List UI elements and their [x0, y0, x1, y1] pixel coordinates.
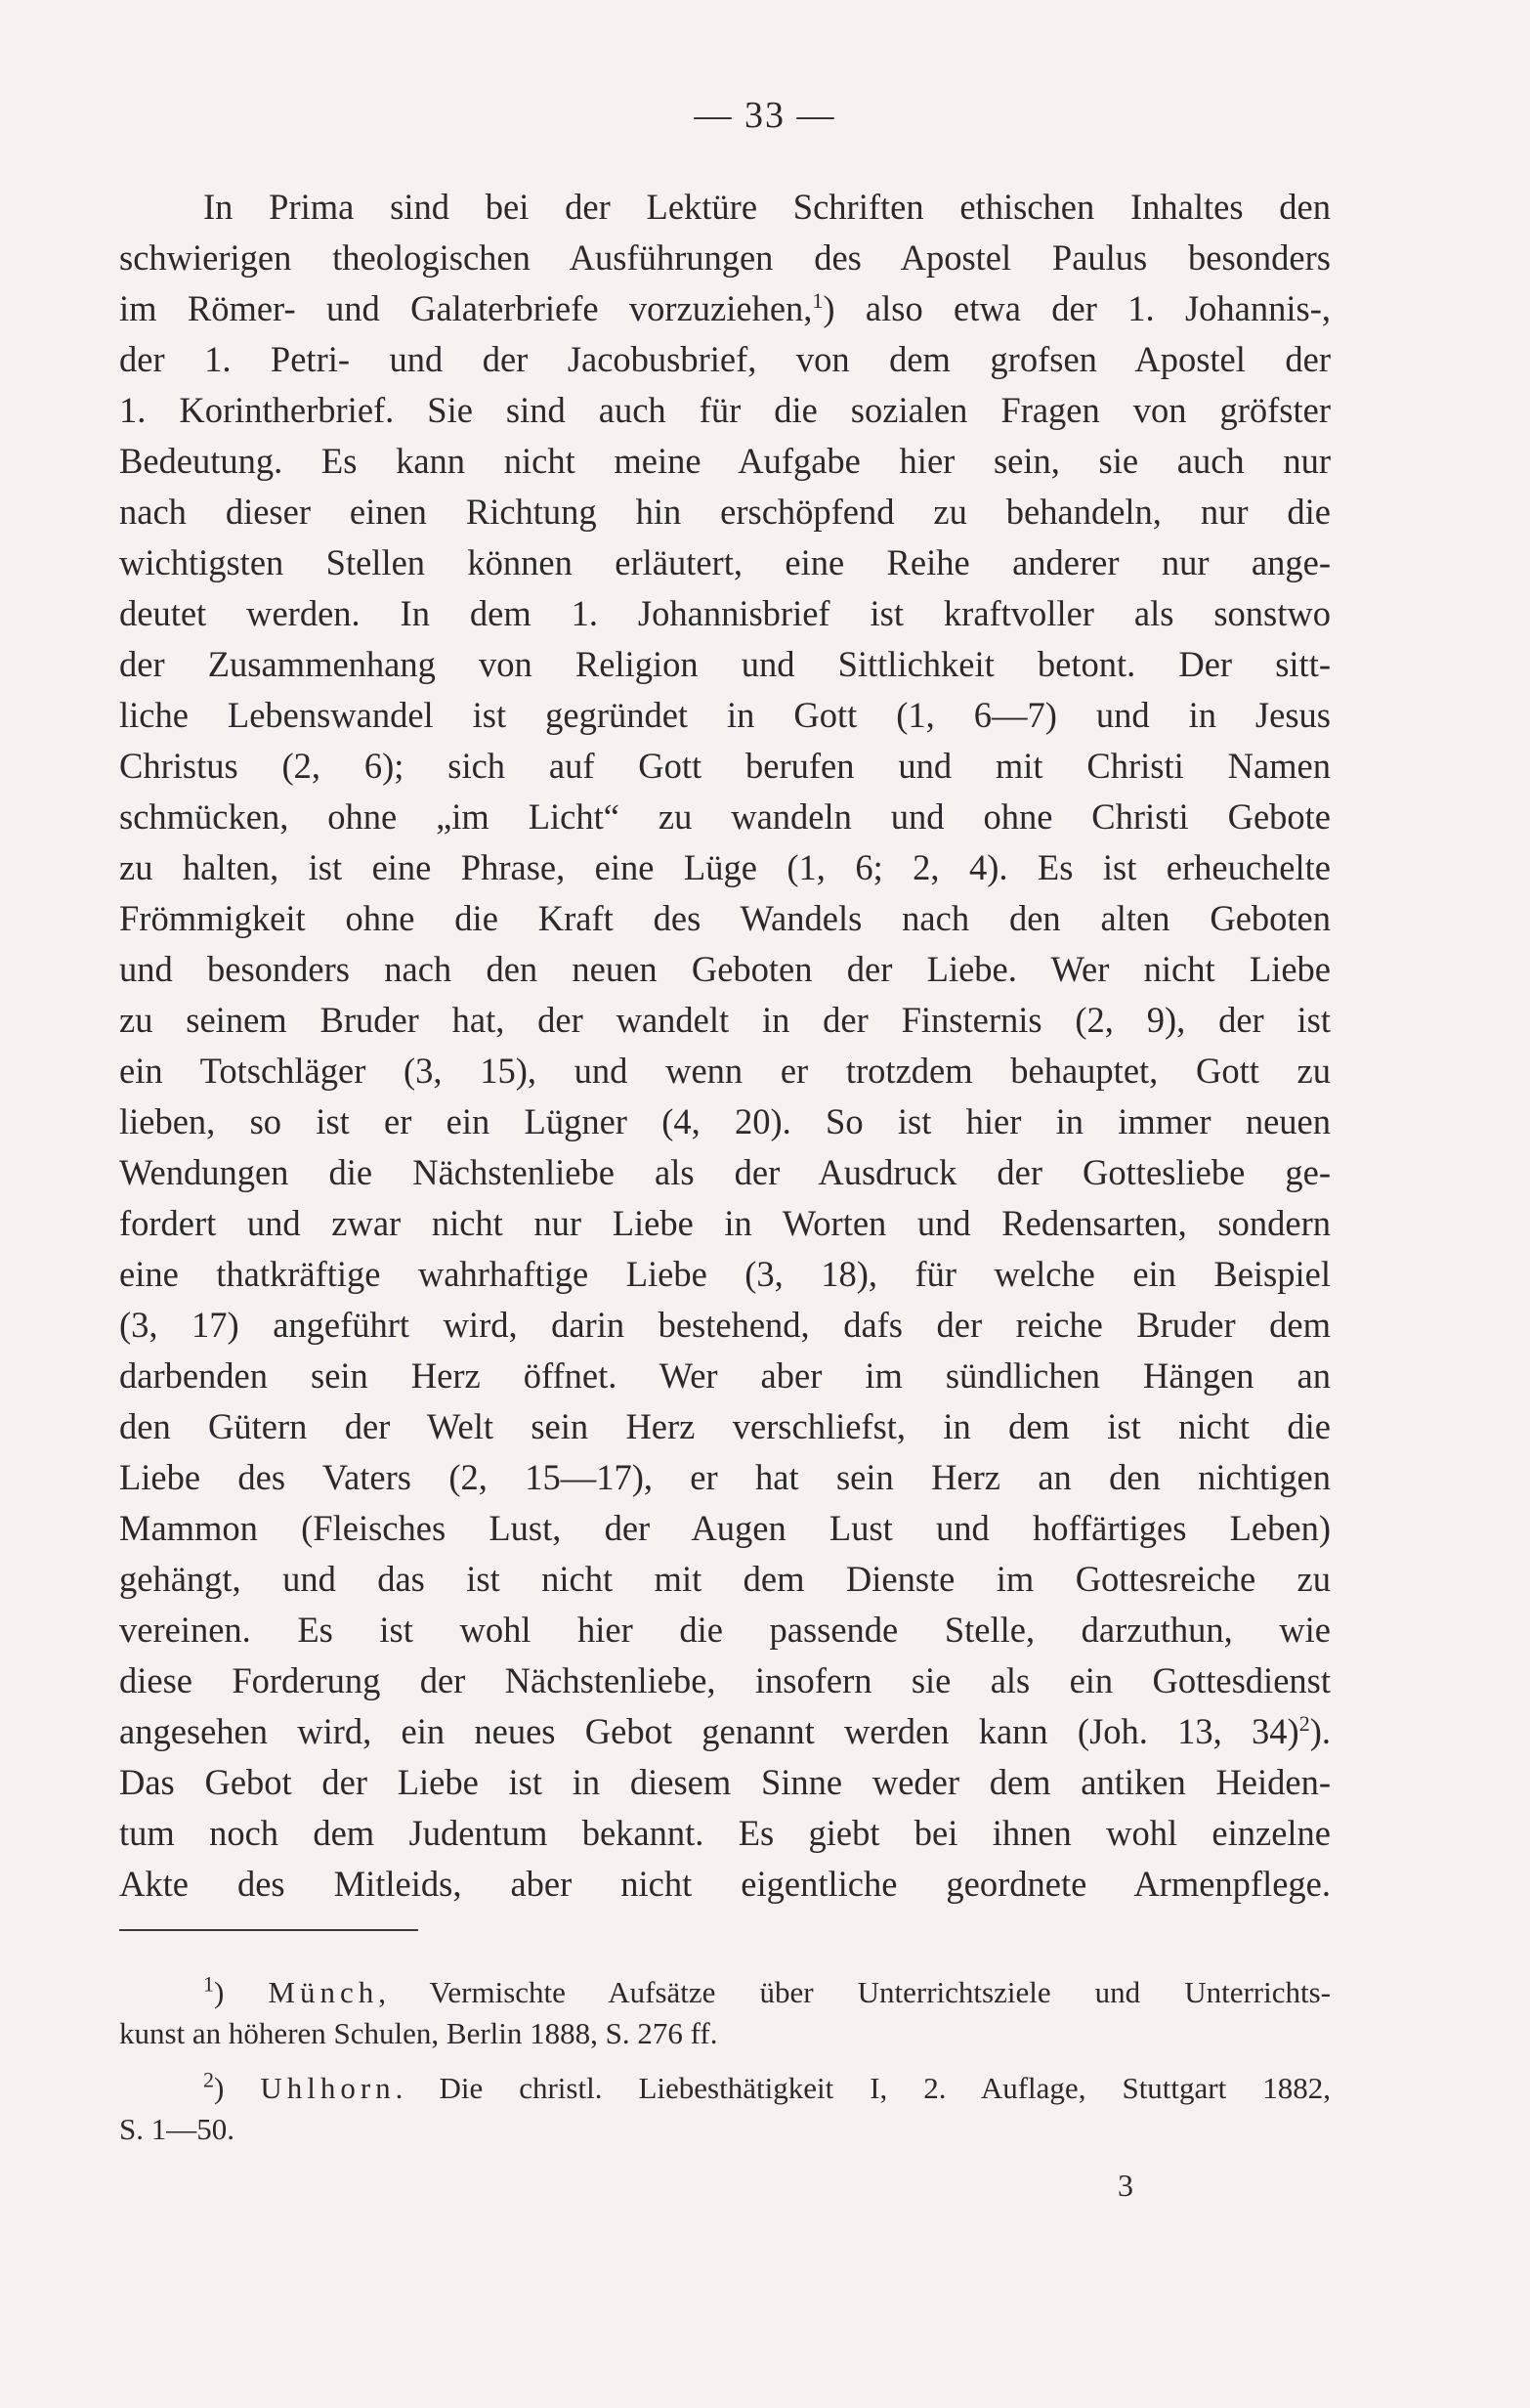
text-line: Liebe des Vaters (2, 15—17), er hat sein Herz an den nichtigen — [119, 1457, 1331, 1497]
text-fragment: also etwa der 1. Johannis-, — [834, 288, 1331, 328]
text-line: Frömmigkeit ohne die Kraft des Wandels nach den alten Geboten — [119, 898, 1331, 938]
text-line: eine thatkräftige wahrhaftige Liebe (3, 18), für welche ein Beispiel — [119, 1254, 1331, 1294]
text-fragment: angesehen wird, ein neues Gebot genannt werden kann (Joh. 13, 34) — [119, 1711, 1299, 1751]
text-line: diese Forderung der Nächstenliebe, insofern sie als ein Gottesdienst — [119, 1660, 1331, 1700]
footnote-2 — [119, 2068, 1331, 2150]
footnote-marker: 1 — [203, 1971, 214, 1997]
footnote-author: Münch — [268, 1975, 379, 2009]
text-line: Bedeutung. Es kann nicht meine Aufgabe hier sein, sie auch nur — [119, 441, 1331, 481]
text-line: Mammon (Fleisches Lust, der Augen Lust und hoffärtiges Leben) — [119, 1508, 1331, 1548]
text-line: den Gütern der Welt sein Herz verschliefst, in dem ist nicht die — [119, 1406, 1331, 1446]
text-line: zu halten, ist eine Phrase, eine Lüge (1, 6; 2, 4). Es ist erheuchelte — [119, 847, 1331, 887]
main-text — [119, 182, 1331, 1910]
text-line: fordert und zwar nicht nur Liebe in Worten und Redensarten, sondern — [119, 1203, 1331, 1243]
text-line: zu seinem Bruder hat, der wandelt in der Finsternis (2, 9), der ist — [119, 1000, 1331, 1040]
text-line: der 1. Petri- und der Jacobusbrief, von dem grofsen Apostel der — [119, 339, 1331, 379]
footnote-marker: 2 — [203, 2067, 214, 2092]
footnote-divider — [119, 1929, 418, 1931]
text-line: Wendungen die Nächstenliebe als der Ausdruck der Gottesliebe ge- — [119, 1152, 1331, 1192]
text-line: gehängt, und das ist nicht mit dem Dienste im Gottesreiche zu — [119, 1559, 1331, 1599]
text-line: Das Gebot der Liebe ist in diesem Sinne weder dem antiken Heiden- — [119, 1762, 1331, 1802]
text-line: liche Lebenswandel ist gegründet in Gott (1, 6—7) und in Jesus — [119, 695, 1331, 735]
text-line: darbenden sein Herz öffnet. Wer aber im sündlichen Hängen an — [119, 1355, 1331, 1396]
text-fragment: . — [1321, 1711, 1331, 1751]
footnote-ref-2: 2 — [1298, 1710, 1310, 1736]
text-line: vereinen. Es ist wohl hier die passende Stelle, darzuthun, wie — [119, 1610, 1331, 1650]
footnote-ref-1: 1 — [812, 287, 824, 313]
text-line: Akte des Mitleids, aber nicht eigentliche geordnete Armenpflege. — [119, 1864, 1331, 1904]
text-line-with-footnote-ref: im Römer- und Galaterbriefe vorzuziehen,$^1$) also etwa der 1. Johannis-, — [119, 287, 1331, 328]
text-line: nach dieser einen Richtung hin erschöpfend zu behandeln, nur die — [119, 492, 1331, 532]
footnote-author: Uhlhorn — [260, 2071, 396, 2105]
footnote-line: $^2$) Uhlhorn. Die christl. Liebesthätigkeit I, 2. Auflage, Stuttgart 1882, — [203, 2067, 1331, 2105]
text-line-with-footnote-ref: angesehen wird, ein neues Gebot genannt werden kann (Joh. 13, 34)$^2$). — [119, 1710, 1331, 1751]
text-line: Christus (2, 6); sich auf Gott berufen und mit Christi Namen — [119, 746, 1331, 786]
text-line: und besonders nach den neuen Geboten der Liebe. Wer nicht Liebe — [119, 949, 1331, 989]
page-number-header: — 33 — — [694, 95, 836, 136]
text-line: 1. Korintherbrief. Sie sind auch für die sozialen Fragen von gröfster — [119, 390, 1331, 430]
text-line: wichtigsten Stellen können erläutert, eine Reihe anderer nur ange- — [119, 542, 1331, 582]
text-line: schwierigen theologischen Ausführungen des Apostel Paulus besonders — [119, 237, 1331, 278]
text-line: ein Totschläger (3, 15), und wenn er trotzdem behauptet, Gott zu — [119, 1051, 1331, 1091]
text-line: lieben, so ist er ein Lügner (4, 20). So ist hier in immer neuen — [119, 1101, 1331, 1141]
footnote-1 — [119, 1972, 1331, 2054]
signature-mark: 3 — [1118, 2168, 1133, 2203]
text-line: (3, 17) angeführt wird, darin bestehend, dafs der reiche Bruder dem — [119, 1305, 1331, 1345]
footnote-line: kunst an höheren Schulen, Berlin 1888, S. 276 ff. — [119, 2016, 718, 2050]
text-line: schmücken, ohne „im Licht“ zu wandeln und ohne Christi Gebote — [119, 796, 1331, 837]
text-line: der Zusammenhang von Religion und Sittlichkeit betont. Der sitt- — [119, 644, 1331, 684]
footnote-text: , Vermischte Aufsätze über Unterrichtsziele und Unterrichts- — [378, 1975, 1331, 2009]
text-line: In Prima sind bei der Lektüre Schriften ethischen Inhaltes den — [203, 187, 1331, 227]
footnote-line: $^1$) Münch, Vermischte Aufsätze über Unterrichtsziele und Unterrichts- — [203, 1971, 1331, 2009]
text-line: tum noch dem Judentum bekannt. Es giebt bei ihnen wohl einzelne — [119, 1813, 1331, 1853]
footnotes — [119, 1972, 1331, 2150]
text-line: deutet werden. In dem 1. Johannisbrief ist kraftvoller als sonstwo — [119, 593, 1331, 633]
footnote-line: S. 1—50. — [119, 2112, 234, 2146]
text-fragment: im Römer- und Galaterbriefe vorzuziehen, — [119, 288, 813, 328]
footnote-text: . Die christl. Liebesthätigkeit I, 2. Auflage, Stuttgart 1882, — [395, 2071, 1331, 2105]
